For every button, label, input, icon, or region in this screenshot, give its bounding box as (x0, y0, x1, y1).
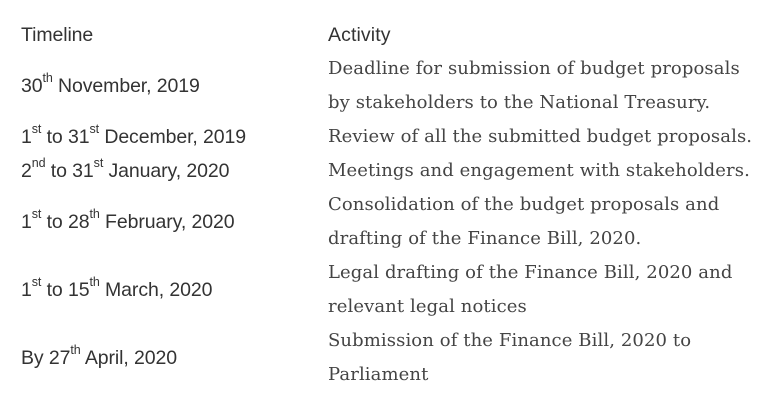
activity-cell (328, 256, 761, 324)
timeline-column-header: Timeline (21, 23, 94, 46)
table-row (21, 120, 761, 154)
timeline-cell: 1st to 31st December, 2019 (21, 122, 247, 148)
table-row (21, 188, 761, 256)
activity-column-header: Activity (328, 24, 391, 46)
activity-cell (328, 52, 761, 120)
activity-line: relevant legal notices (328, 296, 527, 317)
activity-line: drafting of the Finance Bill, 2020. (328, 228, 642, 249)
timeline-cell: 1st to 28th February, 2020 (21, 207, 235, 233)
activity-line: Review of all the submitted budget proposals. (328, 126, 753, 147)
activity-cell (328, 154, 761, 188)
activity-line: Submission of the Finance Bill, 2020 to (328, 330, 692, 351)
activity-cell (328, 324, 761, 392)
activity-line: Meetings and engagement with stakeholders. (328, 160, 750, 181)
table-header-row (21, 18, 761, 52)
timeline-cell: 2nd to 31st January, 2020 (21, 156, 230, 182)
activity-line: Consolidation of the budget proposals and (328, 194, 720, 215)
table-row (21, 256, 761, 324)
table-row (21, 324, 761, 392)
timeline-table (21, 18, 761, 392)
activity-line: Legal drafting of the Finance Bill, 2020 and (328, 262, 733, 283)
timeline-cell: 1st to 15th March, 2020 (21, 275, 213, 301)
timeline-cell: By 27th April, 2020 (21, 343, 177, 369)
table-row (21, 154, 761, 188)
timeline-cell: 30th November, 2019 (21, 71, 200, 97)
activity-cell (328, 120, 761, 154)
activity-line: by stakeholders to the National Treasury. (328, 92, 711, 113)
table-row (21, 52, 761, 120)
activity-line: Parliament (328, 364, 429, 385)
activity-line: Deadline for submission of budget proposals (328, 58, 740, 79)
activity-cell (328, 188, 761, 256)
